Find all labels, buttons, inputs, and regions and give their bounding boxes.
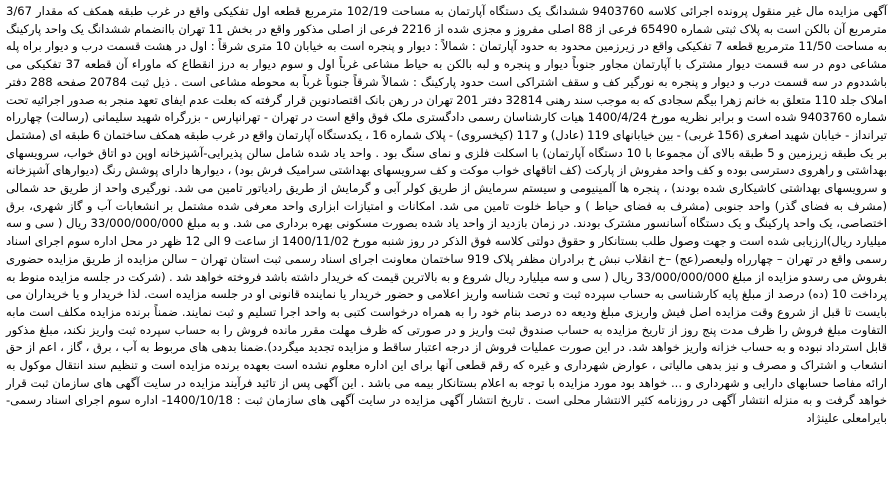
notice-body: آگهی مزایده مال غیر منقول پرونده اجرائی کلاسه 9403760 ششدانگ یک دستگاه آپارتمان به مساحت 102/19 مترمربع قطعه اول تفکیکی واقع در غرب طبقه همکف که مقدار 3/67 مترمربع آن بالکن است به پلاک ثبتی شماره 65490 فرعی از 88 اصلی مفروز و مجزی شده از 2216 فرعی از اصلی مذکور واقع در بخش 11 تهران باانضمام ششدانگ یک واحد پارکینگ به مساحت 11/50 مترمربع قطعه 7 تفکیکی واقع در زیرزمین محدود به حدود آپارتمان : شمالاً : دیوار و پنجره است به خیابان 10 متری شرقاً : اول در هشت قسمت درب و دیوار براه پله مشاعی دوم در سه قسمت دیوار مشترک با آپارتمان مجاور جنوباً دیوار و پنجره و لبه بالکن به حیاط مشاعی غرباً اول و سوم دیوار به درز انقطاع که ماوراء آن قطعه 37 تفکیکی می باشددوم در سه قسمت درب و دیوار و پنجره به نورگیر کف و سقف اشتراکی است حدود پارکینگ : شمالاً شرقاً جنوباً غرباً به محوطه مشاعی است . ذیل ثبت 20784 صفحه 288 دفتر املاک جلد 110 متعلق به خانم زهرا بیگم سجادی که به موجب سند رهنی 32814 دفتر 201 تهران در رهن بانک اقتصادنوین قرار گرفته که بعلت عدم ایفای تعهد منجر به صدور اجرائیه تحت شماره 9403760 شده است و برابر نظریه مورخ 1400/4/24 هیات کارشناسان رسمی دادگستری ملک فوق واقع است در تهران - تهرانپارس - بزرگراه شهید سلیمانی (رسالت) چهارراه تیرانداز - خیابان شهید اصغری (156 غربی) - بین خیابانهای 119 (عادل) و 117 (کیخسروی) - پلاک شماره 16 ، یکدستگاه آپارتمان واقع در غرب طبقه همکف ساختمان 6 طبقه ای (مشتمل بر یک طبقه زیرزمین و 5 طبقه بالای آن مجموعا با 10 دستگاه آپارتمان) با اسکلت فلزی و نمای سنگ بود . واحد یاد شده شامل سالن پذیرایی-آشپزخانه اوپن دو اتاق خواب، سرویسهای بهداشتی و راهروی دسترسی بوده و کف واحد مفروش از پارکت (کف اتاقهای خواب موکت و کف سرویسهای بهداشتی سرامیک فرش بود) ، دیوارها دارای پوشش رنگ (دیوارهای آشپزخانه و سرویسهای بهداشتی کاشیکاری شده بودند) ، پنجره ها آلمینیومی و سیستم سرمایش از طریق کولر آبی و گرمایش از طریق رادیاتور تامین می شد. نورگیری واحد از طریق حد شمالی (مشرف به فضای گذر) واحد جنوبی (مشرف به فضای حیاط ) و حیاط خلوت تامین می شد. امکانات و امتیازات ابزاری واحد معرفی شده مشتمل بر انشعابات آب و گاز شهری، برق اختصاصی، یک واحد پارکینگ و یک دستگاه آسانسور مشترک بودند. در زمان بازدید از واحد یاد شده بصورت مسکونی بهره برداری می شد. و به مبلغ 33/000/000/000 ریال ( سی و سه میلیارد ریال)ارزیابی شده است و جهت وصول طلب بستانکار و حقوق دولتی کلاسه فوق الذکر در روز شنبه مورخ 1400/11/02 از ساعت 9 الی 12 ظهر در محل اداره سوم اجرای اسناد رسمی واقع در تهران – چهارراه ولیعصر(عج) –خ انقلاب نبش خ برادران مظفر پلاک 919 ساختمان معاونت اجرای اسناد رسمی ثبت استان تهران – سالن مزایده از طریق مزایده حضوری بفروش می رسدو مزایده از مبلغ 33/000/000/000 ریال ( سی و سه میلیارد ریال شروع و به بالاترین قیمت که خریدار داشته باشد فروخته خواهد شد . (شرکت در جلسه مزایده منوط به پرداخت 10 (ده) درصد از مبلغ پایه کارشناسی به حساب سپرده ثبت و تحت شناسه واریز اعلامی و حضور خریدار یا نماینده قانونی او در جلسه مزایده است. لذا خریدار و یا خریداران می بایست تا قبل از شروع وقت مزایده اصل فیش واریزی مبلغ ودیعه ده درصد بنام خود را به همراه درخواست کتبی به واحد اجرا تسلیم و ثبت نمایند. ضمناً برنده مزایده مکلف است مابه التفاوت مبلغ فروش را ظرف مدت پنج روز از تاریخ مزایده به حساب صندوق ثبت واریز و در صورتی که ظرف مهلت مقرر مانده فروش را به حساب سپرده ثبت واریز نکند، مبلغ مذکور قابل استرداد نبوده و به حساب خزانه واریز خواهد شد. در این صورت عملیات فروش از درجه اعتبار ساقط و مزایده تجدید میگردد).ضمنا بدهی های مربوط به آب ، برق ، گاز ، اعم از حق انشعاب و اشتراک و مصرف و نیز بدهی مالیاتی ، عوارض شهرداری و غیره که رقم قطعی آنها برای این اداره معلوم نشده است بعهده برنده مزایده است و تنظیم سند انتقال موکول به ارائه مفاصا حسابهای دارایی و شهرداری و ... خواهد بود مورد مزایده با توجه به اعلام بستانکار بیمه می باشد . این آگهی پس از تائید فرآیند مزایده در سایت آگهی های سازمان ثبت قرار خواهد گرفت و به منزله انتشار آگهی در روزنامه کثیر الانتشار محلی است . تاریخ انتشار آگهی مزایده در سایت آگهی های سازمان ثبت : 1400/10/18- اداره سوم اجرای اسناد رسمی- بایرامعلی علینژاد xyxy=(6,4,888,426)
